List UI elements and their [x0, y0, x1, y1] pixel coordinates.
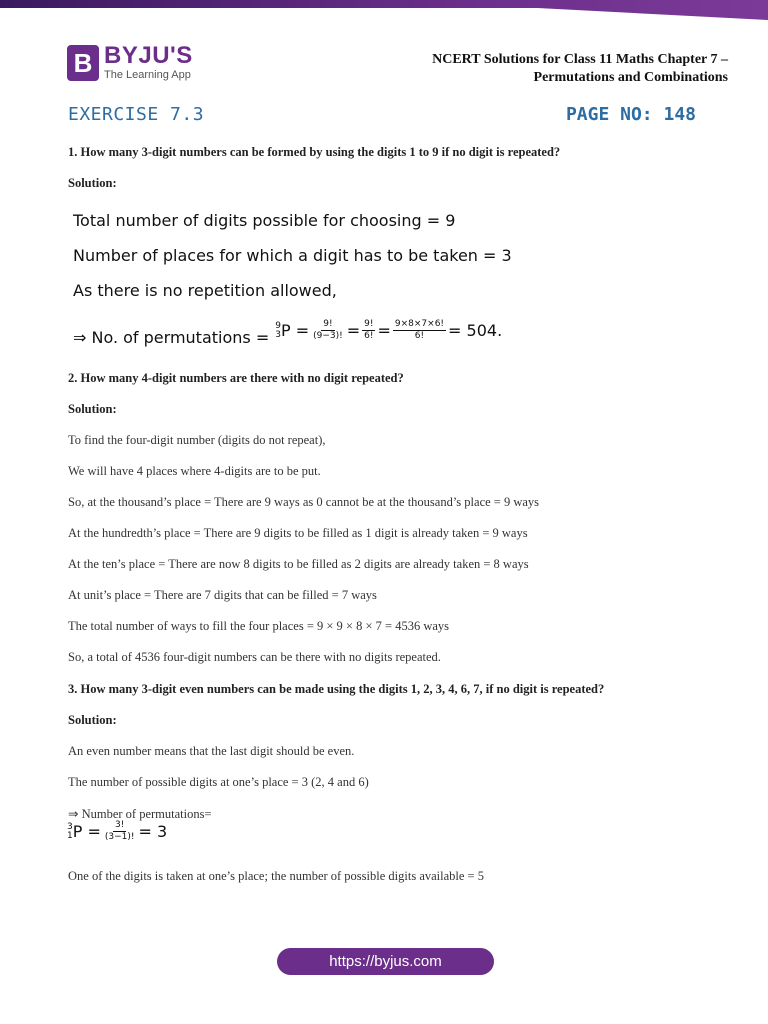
q2-line: At unit’s place = There are 7 digits that can be filled = 7 ways: [68, 588, 377, 602]
perm-n: 3: [67, 821, 73, 832]
q2-line: At the ten’s place = There are now 8 digits to be filled as 2 digits are already taken = 8 ways: [68, 557, 529, 571]
logo-tagline: The Learning App: [104, 69, 191, 81]
q1-permutation-formula: ⇒ No. of permutations = 9 3 P = $\frac{9!}{(9-3)!}$ = $\frac{9!}{6!}$ = $\frac{9\times 8\times 7\times 6!}{6!}$ = 504.: [73, 319, 503, 347]
fraction-3: $\frac{9\times 8\times 7\times 6!}{6!}$: [394, 319, 445, 341]
perm-r: 1: [67, 830, 73, 841]
q1-line-2: Number of places for which a digit has to be taken = 3: [73, 246, 512, 265]
byjus-logo: [67, 44, 193, 82]
logo-mark: B: [67, 45, 99, 81]
q3-result: = 3: [138, 822, 168, 841]
q1-result: = 504.: [448, 321, 503, 340]
document-title: [368, 51, 728, 87]
q3-line-1: An even number means that the last digit should be even.: [68, 744, 355, 758]
question-2: 2. How many 4-digit numbers are there with no digit repeated?: [68, 371, 404, 385]
q3-line-3: ⇒ Number of permutations=: [68, 807, 212, 821]
title-line-1: NCERT Solutions for Class 11 Maths Chapter 7 –: [432, 52, 728, 67]
q2-line: To find the four-digit number (digits do not repeat),: [68, 433, 326, 447]
title-line-2: Permutations and Combinations: [533, 70, 728, 85]
q2-line: At the hundredth’s place = There are 9 digits to be filled as 1 digit is already taken = 9 ways: [68, 526, 528, 540]
q1-line-3: As there is no repetition allowed,: [73, 281, 337, 300]
fraction-1: $\frac{9!}{(9-3)!}$: [313, 319, 343, 341]
solution-label: Solution:: [68, 402, 117, 416]
perm-n: 9: [275, 320, 281, 331]
q2-line: So, a total of 4536 four-digit numbers can be there with no digits repeated.: [68, 650, 441, 664]
solution-label: Solution:: [68, 176, 117, 190]
fraction: $\frac{3!}{(3-1)!}$: [104, 820, 135, 842]
top-banner: [0, 0, 768, 20]
q3-permutation-formula: 3 1 P = $\frac{3!}{(3-1)!}$ = 3: [67, 820, 168, 842]
fraction-2: $\frac{9!}{6!}$: [364, 319, 374, 341]
q3-line-4: One of the digits is taken at one’s place; the number of possible digits available = 5: [68, 869, 484, 883]
question-3: 3. How many 3-digit even numbers can be made using the digits 1, 2, 3, 4, 6, 7, if no digit is repeated?: [68, 682, 605, 696]
q3-line-2: The number of possible digits at one’s place = 3 (2, 4 and 6): [68, 775, 369, 789]
perm-r: 3: [275, 329, 281, 340]
question-1: 1. How many 3-digit numbers can be formed by using the digits 1 to 9 if no digit is repeated?: [68, 145, 561, 159]
formula-prefix: ⇒ No. of permutations =: [73, 328, 270, 347]
logo-name: BYJU'S: [104, 42, 193, 69]
exercise-heading: EXERCISE 7.3: [68, 104, 205, 125]
q2-line: So, at the thousand’s place = There are 9 ways as 0 cannot be at the thousand’s place = 9 ways: [68, 495, 540, 509]
q2-line: We will have 4 places where 4-digits are to be put.: [68, 464, 321, 478]
q1-line-1: Total number of digits possible for choosing = 9: [73, 211, 456, 230]
solution-label: Solution:: [68, 713, 117, 727]
q2-line: The total number of ways to fill the four places = 9 × 9 × 8 × 7 = 4536 ways: [68, 619, 450, 633]
footer-url-link[interactable]: https://byjus.com: [277, 948, 494, 975]
page-number: PAGE NO: 148: [565, 104, 696, 125]
